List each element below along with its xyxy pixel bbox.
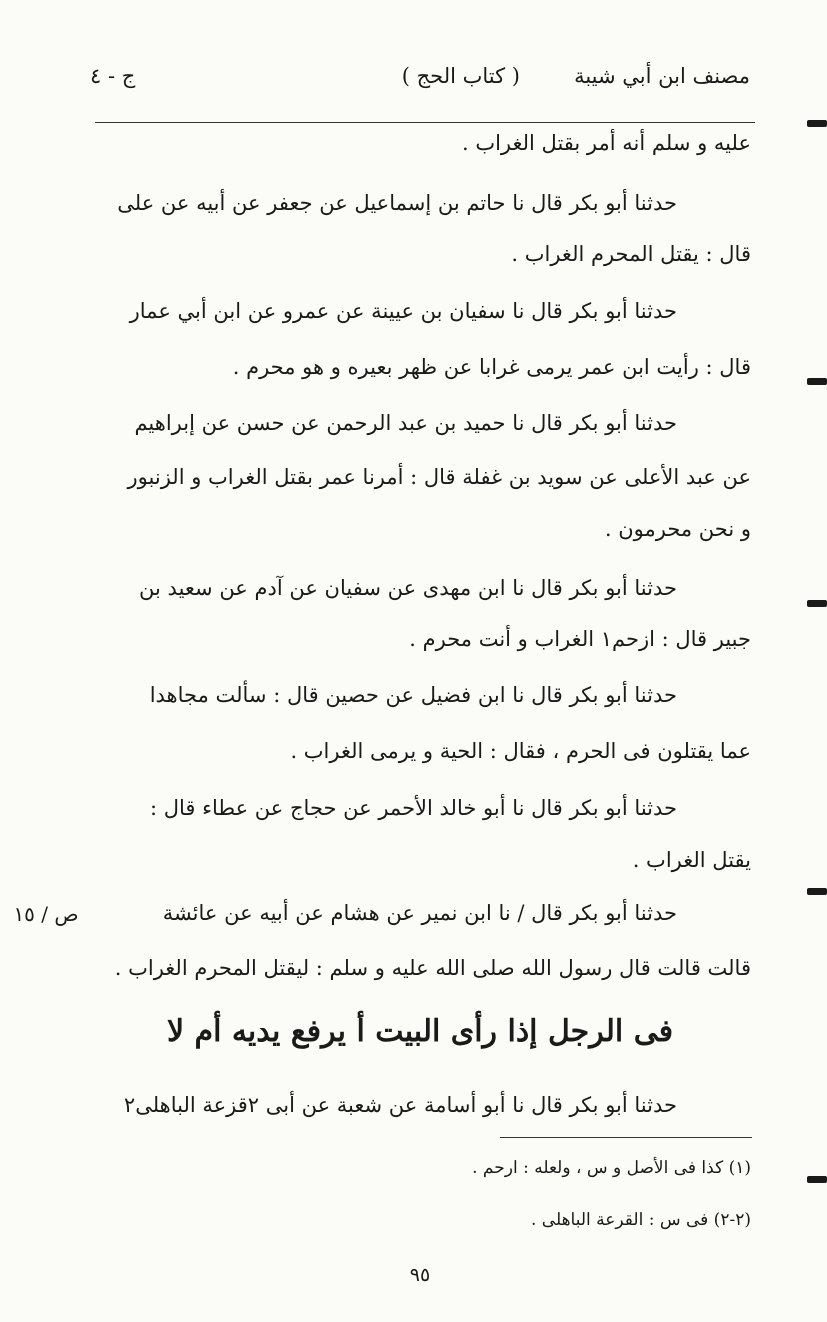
text-line: قال : رأيت ابن عمر يرمى غرابا عن ظهر بعيره و هو محرم . bbox=[232, 355, 751, 379]
binding-mark bbox=[807, 120, 827, 127]
footnote-rule bbox=[500, 1137, 752, 1138]
footnote: (١) كذا فى الأصل و س ، ولعله : ارحم . bbox=[472, 1158, 751, 1178]
text-line: و نحن محرمون . bbox=[604, 517, 751, 541]
text-line: قالت قالت قال رسول الله صلى الله عليه و سلم : ليقتل المحرم الغراب . bbox=[114, 956, 751, 980]
text-line: قال : يقتل المحرم الغراب . bbox=[511, 242, 751, 266]
binding-mark bbox=[807, 888, 827, 895]
margin-note: ص / ١٥ bbox=[13, 902, 79, 926]
text-line: حدثنا أبو بكر قال نا ابن مهدى عن سفيان عن آدم عن سعيد بن bbox=[139, 576, 677, 600]
chapter-title: ( كتاب الحج ) bbox=[401, 64, 520, 88]
text-line: عما يقتلون فى الحرم ، فقال : الحية و يرمى الغراب . bbox=[290, 739, 751, 763]
header-rule bbox=[95, 122, 755, 123]
footnote: (٢-٢) فى س : القرعة الباهلى . bbox=[530, 1210, 751, 1230]
text-line: يقتل الغراب . bbox=[632, 848, 751, 872]
text-line: حدثنا أبو بكر قال نا حميد بن عبد الرحمن عن حسن عن إبراهيم bbox=[134, 411, 677, 435]
page-header bbox=[90, 64, 750, 104]
text-line: عليه و سلم أنه أمر بقتل الغراب . bbox=[461, 131, 751, 155]
text-line: حدثنا أبو بكر قال نا حاتم بن إسماعيل عن جعفر عن أبيه عن على bbox=[117, 191, 677, 215]
binding-mark bbox=[807, 600, 827, 607]
volume-number: ج - ٤ bbox=[90, 64, 136, 88]
page-number: ٩٥ bbox=[409, 1264, 431, 1286]
section-heading: فى الرجل إذا رأى البيت أ يرفع يديه أم لا bbox=[166, 1014, 674, 1049]
binding-mark bbox=[807, 1176, 827, 1183]
book-title: مصنف ابن أبي شيبة bbox=[574, 64, 750, 88]
binding-mark bbox=[807, 378, 827, 385]
text-line: عن عبد الأعلى عن سويد بن غفلة قال : أمرنا عمر بقتل الغراب و الزنبور bbox=[127, 465, 751, 489]
text-line: جبير قال : ازحم١ الغراب و أنت محرم . bbox=[409, 627, 751, 651]
text-line: حدثنا أبو بكر قال / نا ابن نمير عن هشام عن أبيه عن عائشة bbox=[162, 901, 677, 925]
text-line: حدثنا أبو بكر قال نا أبو أسامة عن شعبة عن أبى ٢قزعة الباهلى٢ bbox=[123, 1093, 677, 1117]
text-line: حدثنا أبو بكر قال نا أبو خالد الأحمر عن حجاج عن عطاء قال : bbox=[149, 796, 677, 820]
text-line: حدثنا أبو بكر قال نا ابن فضيل عن حصين قال : سألت مجاهدا bbox=[149, 683, 677, 707]
text-line: حدثنا أبو بكر قال نا سفيان بن عيينة عن عمرو عن ابن أبي عمار bbox=[129, 299, 677, 323]
